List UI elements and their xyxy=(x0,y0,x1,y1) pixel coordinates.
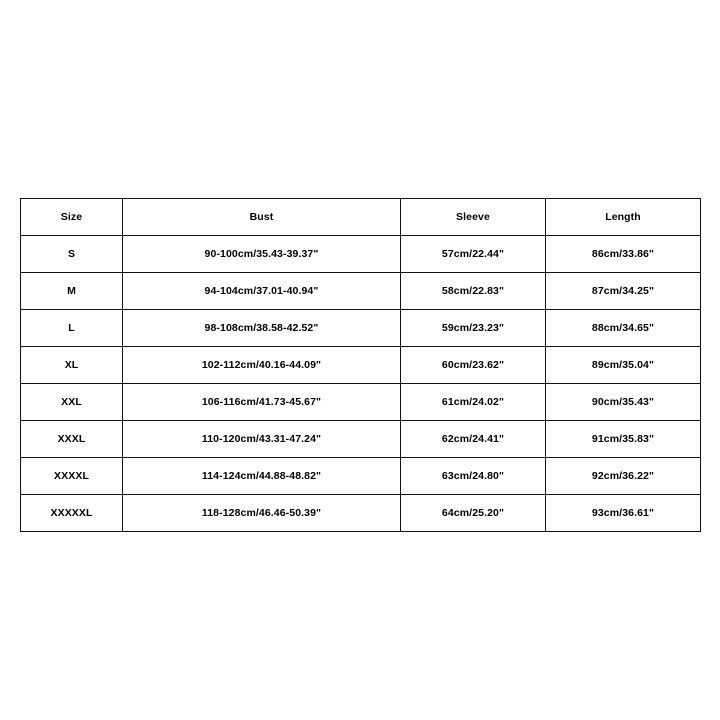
cell-sleeve: 62cm/24.41" xyxy=(401,421,546,458)
cell-size: XL xyxy=(21,347,123,384)
table-row xyxy=(21,384,701,421)
table-row xyxy=(21,347,701,384)
cell-length: 88cm/34.65" xyxy=(546,310,701,347)
cell-sleeve: 59cm/23.23" xyxy=(401,310,546,347)
table-row xyxy=(21,495,701,532)
cell-sleeve: 61cm/24.02" xyxy=(401,384,546,421)
cell-bust: 98-108cm/38.58-42.52" xyxy=(123,310,401,347)
column-header-length: Length xyxy=(546,199,701,236)
size-chart-table xyxy=(20,198,701,532)
cell-length: 90cm/35.43" xyxy=(546,384,701,421)
cell-bust: 110-120cm/43.31-47.24" xyxy=(123,421,401,458)
cell-bust: 106-116cm/41.73-45.67" xyxy=(123,384,401,421)
cell-bust: 94-104cm/37.01-40.94" xyxy=(123,273,401,310)
cell-bust: 118-128cm/46.46-50.39" xyxy=(123,495,401,532)
column-header-bust: Bust xyxy=(123,199,401,236)
cell-length: 91cm/35.83" xyxy=(546,421,701,458)
cell-bust: 102-112cm/40.16-44.09" xyxy=(123,347,401,384)
column-header-size: Size xyxy=(21,199,123,236)
cell-sleeve: 57cm/22.44" xyxy=(401,236,546,273)
column-header-sleeve: Sleeve xyxy=(401,199,546,236)
cell-length: 89cm/35.04" xyxy=(546,347,701,384)
cell-sleeve: 64cm/25.20" xyxy=(401,495,546,532)
cell-sleeve: 60cm/23.62" xyxy=(401,347,546,384)
cell-size: S xyxy=(21,236,123,273)
table-row xyxy=(21,421,701,458)
cell-bust: 114-124cm/44.88-48.82" xyxy=(123,458,401,495)
size-chart-container xyxy=(20,198,700,532)
cell-size: XXXXXL xyxy=(21,495,123,532)
cell-length: 92cm/36.22" xyxy=(546,458,701,495)
cell-size: XXL xyxy=(21,384,123,421)
cell-size: M xyxy=(21,273,123,310)
table-row xyxy=(21,458,701,495)
cell-size: L xyxy=(21,310,123,347)
cell-size: XXXXL xyxy=(21,458,123,495)
table-row xyxy=(21,236,701,273)
cell-sleeve: 58cm/22.83" xyxy=(401,273,546,310)
cell-length: 93cm/36.61" xyxy=(546,495,701,532)
cell-size: XXXL xyxy=(21,421,123,458)
table-row xyxy=(21,310,701,347)
cell-length: 86cm/33.86" xyxy=(546,236,701,273)
cell-sleeve: 63cm/24.80" xyxy=(401,458,546,495)
cell-bust: 90-100cm/35.43-39.37" xyxy=(123,236,401,273)
table-header-row xyxy=(21,199,701,236)
table-row xyxy=(21,273,701,310)
cell-length: 87cm/34.25" xyxy=(546,273,701,310)
